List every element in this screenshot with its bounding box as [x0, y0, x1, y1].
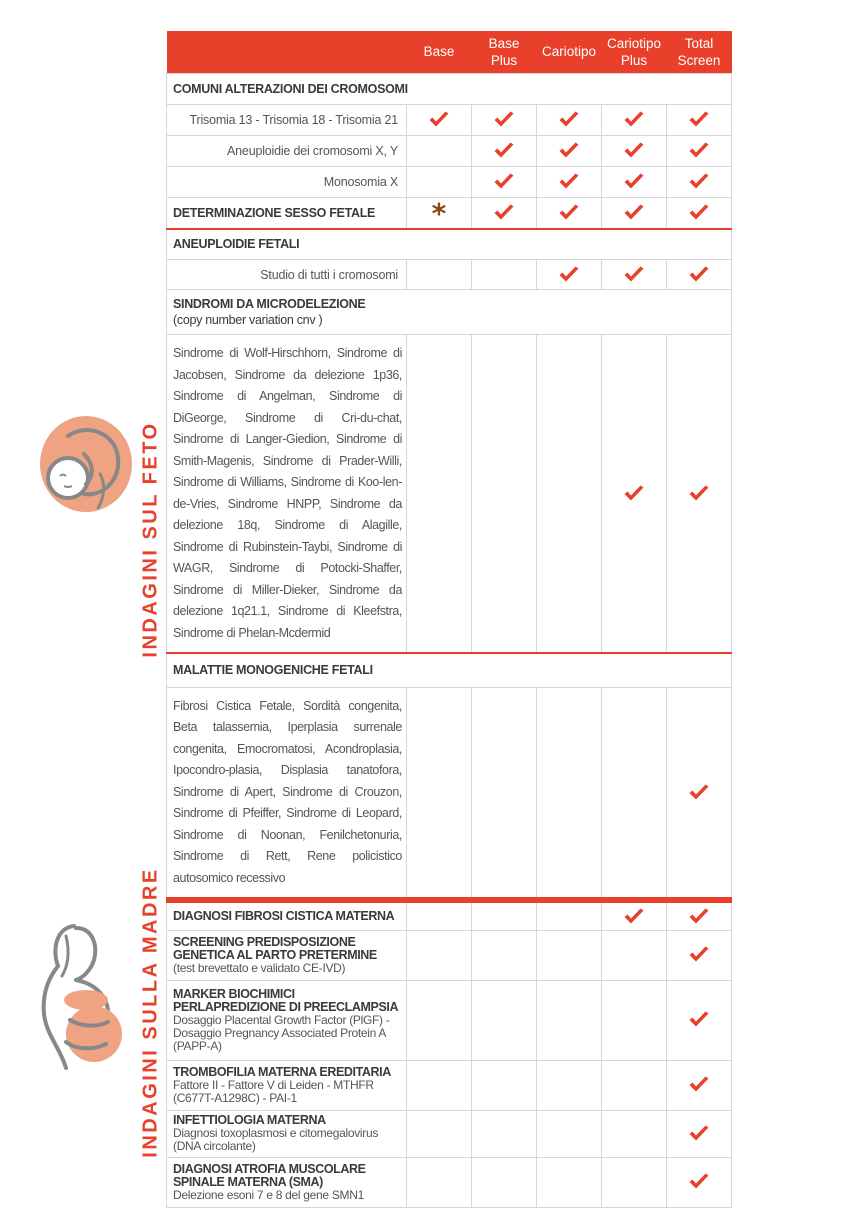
option-cell — [602, 166, 667, 197]
table-row — [167, 1110, 732, 1157]
row-label: MARKER BIOCHIMICI PERLAPREDIZIONE DI PREECLAMPSIA Dosaggio Placental Growth Factor (PlGF) - Dosaggio Pregnancy Associated Protein A (PAPP-A) — [167, 980, 407, 1060]
side-label-madre-text: INDAGINI SULLA MADRE — [139, 866, 162, 1158]
option-cell — [407, 335, 472, 654]
option-cell — [472, 1157, 537, 1207]
check-icon — [623, 111, 645, 128]
check-icon — [688, 173, 710, 190]
pregnant-woman-illustration — [36, 922, 126, 1072]
check-icon — [688, 142, 710, 159]
option-cell — [407, 197, 472, 229]
option-cell — [602, 260, 667, 290]
table-row — [167, 335, 732, 654]
option-cell — [537, 197, 602, 229]
check-icon — [623, 908, 645, 925]
side-label-feto-text: INDAGINI SUL FETO — [139, 420, 162, 658]
table-row — [167, 104, 732, 135]
option-cell — [602, 1157, 667, 1207]
row-label: Studio di tutti i cromosomi — [167, 260, 407, 290]
option-cell — [472, 980, 537, 1060]
option-cell — [537, 1060, 602, 1110]
table-header — [167, 31, 732, 73]
option-cell — [537, 930, 602, 980]
option-cell — [537, 135, 602, 166]
option-cell — [407, 260, 472, 290]
section-title: DETERMINAZIONE SESSO FETALE — [167, 197, 407, 229]
option-cell — [407, 930, 472, 980]
option-cell — [472, 260, 537, 290]
option-cell — [602, 104, 667, 135]
table-row — [167, 900, 732, 930]
table-row — [167, 930, 732, 980]
check-icon — [493, 204, 515, 221]
option-cell — [602, 335, 667, 654]
check-icon — [623, 173, 645, 190]
asterisk-icon: * — [431, 196, 447, 230]
row-label: SCREENING PREDISPOSIZIONE GENETICA AL PARTO PRETERMINE (test brevettato e validato CE-IVD) — [167, 930, 407, 980]
option-cell — [602, 197, 667, 229]
check-icon — [688, 485, 710, 502]
check-icon — [493, 173, 515, 190]
option-cell — [667, 260, 732, 290]
option-cell — [667, 930, 732, 980]
option-cell — [407, 687, 472, 900]
table-row — [167, 980, 732, 1060]
check-icon — [493, 142, 515, 159]
option-cell — [537, 104, 602, 135]
comparison-table — [166, 31, 732, 1208]
option-cell — [667, 1157, 732, 1207]
option-cell — [667, 104, 732, 135]
option-cell — [667, 980, 732, 1060]
option-cell — [537, 166, 602, 197]
option-cell — [472, 197, 537, 229]
table-row — [167, 197, 732, 229]
option-cell — [537, 687, 602, 900]
option-cell — [472, 1110, 537, 1157]
option-cell — [667, 197, 732, 229]
section-row — [167, 653, 732, 687]
check-icon — [688, 908, 710, 925]
side-label-feto — [136, 226, 166, 852]
option-cell — [407, 900, 472, 930]
option-cell — [537, 1157, 602, 1207]
fetus-illustration — [38, 414, 134, 514]
option-cell — [667, 166, 732, 197]
check-icon — [558, 173, 580, 190]
option-cell — [667, 687, 732, 900]
row-label: Trisomia 13 - Trisomia 18 - Trisomia 21 — [167, 104, 407, 135]
check-icon — [688, 111, 710, 128]
check-icon — [688, 266, 710, 283]
table-row — [167, 135, 732, 166]
option-cell — [602, 900, 667, 930]
check-icon — [688, 1173, 710, 1190]
check-icon — [688, 946, 710, 963]
section-row — [167, 290, 732, 335]
check-icon — [688, 784, 710, 801]
header-blank — [167, 31, 407, 73]
option-cell — [602, 1060, 667, 1110]
table-row — [167, 260, 732, 290]
option-cell — [667, 135, 732, 166]
option-cell — [602, 1110, 667, 1157]
check-icon — [558, 142, 580, 159]
option-cell — [407, 1060, 472, 1110]
section-row — [167, 73, 732, 104]
option-cell — [472, 900, 537, 930]
option-cell — [667, 900, 732, 930]
row-label: DIAGNOSI FIBROSI CISTICA MATERNA — [167, 900, 407, 930]
check-icon — [558, 111, 580, 128]
check-icon — [623, 485, 645, 502]
check-icon — [428, 111, 450, 128]
row-label: INFETTIOLOGIA MATERNA Diagnosi toxoplasmosi e citomegalovirus (DNA circolante) — [167, 1110, 407, 1157]
option-cell — [602, 980, 667, 1060]
section-row — [167, 229, 732, 260]
side-label-madre — [136, 858, 166, 1166]
table-row — [167, 1157, 732, 1207]
option-cell — [407, 980, 472, 1060]
check-icon — [688, 204, 710, 221]
section-title: COMUNI ALTERAZIONI DEI CROMOSOMI — [167, 73, 732, 104]
option-cell — [472, 135, 537, 166]
option-cell — [407, 104, 472, 135]
row-label: DIAGNOSI ATROFIA MUSCOLARE SPINALE MATERNA (SMA) Delezione esoni 7 e 8 del gene SMN1 — [167, 1157, 407, 1207]
option-cell — [537, 335, 602, 654]
option-cell — [602, 135, 667, 166]
option-cell — [472, 930, 537, 980]
section-title: ANEUPLOIDIE FETALI — [167, 229, 732, 260]
check-icon — [558, 204, 580, 221]
check-icon — [688, 1125, 710, 1142]
check-icon — [688, 1076, 710, 1093]
check-icon — [493, 111, 515, 128]
option-cell — [537, 1110, 602, 1157]
section-title: SINDROMI DA MICRODELEZIONE (copy number variation cnv ) — [167, 290, 732, 335]
row-text: Fibrosi Cistica Fetale, Sordità congenita, Beta talassemia, Iperplasia surrenale congenita, Emocromatosi, Acondroplasia, Ipocondro-plasia, Displasia tanatofora, Sindrome di Apert, Sindrome di Crouzon, Sindrome di Pfeiffer, Sindrome di Leopard, Sindrome di Noonan, Fenilchetonuria, Sindrome di Rett, Rene policistico autosomico recessivo — [167, 687, 407, 900]
option-cell — [472, 1060, 537, 1110]
option-cell — [472, 687, 537, 900]
option-cell — [602, 930, 667, 980]
column-header: Cariotipo — [537, 31, 602, 73]
option-cell — [667, 335, 732, 654]
option-cell — [472, 166, 537, 197]
check-icon — [688, 1011, 710, 1028]
check-icon — [558, 266, 580, 283]
column-header: Total Screen — [667, 31, 732, 73]
option-cell — [472, 104, 537, 135]
option-cell — [537, 980, 602, 1060]
column-header: Cariotipo Plus — [602, 31, 667, 73]
table-row — [167, 1060, 732, 1110]
option-cell — [407, 1157, 472, 1207]
check-icon — [623, 266, 645, 283]
check-icon — [623, 204, 645, 221]
column-header: Base Plus — [472, 31, 537, 73]
option-cell — [407, 1110, 472, 1157]
option-cell — [602, 687, 667, 900]
option-cell — [537, 260, 602, 290]
row-label: Monosomia X — [167, 166, 407, 197]
option-cell — [667, 1110, 732, 1157]
row-text: Sindrome di Wolf-Hirschhorn, Sindrome di Jacobsen, Sindrome da delezione 1p36, Sindrome di Angelman, Sindrome di DiGeorge, Sindrome di Cri-du-chat, Sindrome di Langer-Giedion, Sindrome di Smith-Magenis, Sindrome di Prader-Willi, Sindrome di Williams, Sindrome di Koo-len-de-Vries, Sindrome HNPP, Sindrome da delezione 18q, Sindrome di Alagille, Sindrome di Rubinstein-Taybi, Sindrome di WAGR, Sindrome di Potocki-Shaffer, Sindrome di Miller-Dieker, Sindrome da delezione 1q21.1, Sindrome di Kleefstra, Sindrome di Phelan-Mcdermid — [167, 335, 407, 654]
option-cell — [407, 135, 472, 166]
option-cell — [472, 335, 537, 654]
option-cell — [667, 1060, 732, 1110]
table-row — [167, 687, 732, 900]
table-row — [167, 166, 732, 197]
row-label: Aneuploidie dei cromosomi X, Y — [167, 135, 407, 166]
row-label: TROMBOFILIA MATERNA EREDITARIA Fattore II - Fattore V di Leiden - MTHFR (C677T-A1298C) - PAI-1 — [167, 1060, 407, 1110]
check-icon — [623, 142, 645, 159]
option-cell — [537, 900, 602, 930]
column-header: Base — [407, 31, 472, 73]
option-cell — [407, 166, 472, 197]
section-title: MALATTIE MONOGENICHE FETALI — [167, 653, 732, 687]
